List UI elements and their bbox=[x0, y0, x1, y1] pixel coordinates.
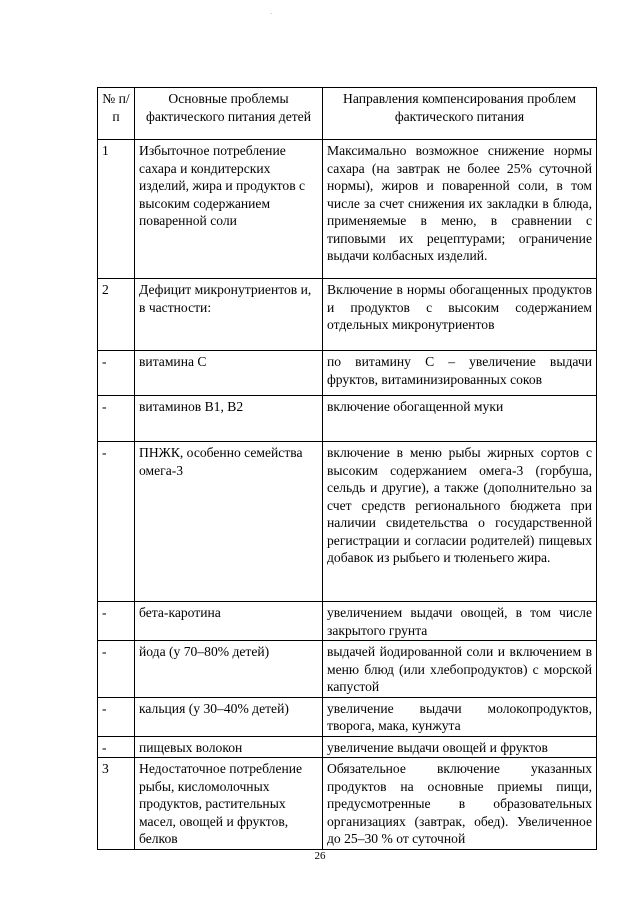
row-direction: увеличение выдачи овощей и фруктов bbox=[323, 736, 597, 758]
row-number: - bbox=[98, 442, 135, 602]
row-number: 3 bbox=[98, 758, 135, 850]
table-row bbox=[98, 758, 597, 850]
row-direction: выдачей йодированной соли и включением в меню блюд (или хлебопродуктов) с морской капустой bbox=[323, 641, 597, 698]
table-row bbox=[98, 602, 597, 641]
row-problem: ПНЖК, особенно семейства омега-3 bbox=[135, 442, 323, 602]
table-row bbox=[98, 442, 597, 602]
table-row bbox=[98, 351, 597, 396]
table-row bbox=[98, 279, 597, 351]
header-problems: Основные проблемы фактического питания детей bbox=[135, 88, 323, 140]
table-row bbox=[98, 736, 597, 758]
row-number: - bbox=[98, 602, 135, 641]
row-direction: увеличением выдачи овощей, в том числе закрытого грунта bbox=[323, 602, 597, 641]
row-direction: по витамину С – увеличение выдачи фруктов, витаминизированных соков bbox=[323, 351, 597, 396]
row-number: - bbox=[98, 736, 135, 758]
header-directions: Направления компенсирования проблем фактического питания bbox=[323, 88, 597, 140]
row-number: 2 bbox=[98, 279, 135, 351]
row-problem: витамина С bbox=[135, 351, 323, 396]
row-problem: витаминов В1, В2 bbox=[135, 396, 323, 442]
row-problem: бета-каротина bbox=[135, 602, 323, 641]
row-number: - bbox=[98, 351, 135, 396]
row-direction: включение обогащенной муки bbox=[323, 396, 597, 442]
row-problem: Дефицит микронутриентов и, в частности: bbox=[135, 279, 323, 351]
row-direction: Включение в нормы обогащенных продуктов и продуктов с высоким содержанием отдельных микронутриентов bbox=[323, 279, 597, 351]
nutrition-problems-table bbox=[97, 87, 597, 850]
table-row bbox=[98, 697, 597, 736]
table-row bbox=[98, 641, 597, 698]
row-direction: включение в меню рыбы жирных сортов с высоким содержанием омега-3 (горбуша, сельдь и другие), а также (дополнительно за счет средств регионального бюджета при наличии свидетельства о государственной регистрации и согласии родителей) пищевых добавок из рыбьего и тюленьего жира. bbox=[323, 442, 597, 602]
table-header-row bbox=[98, 88, 597, 140]
page-number: 26 bbox=[314, 850, 326, 862]
row-number: - bbox=[98, 396, 135, 442]
scan-mark: · bbox=[270, 10, 273, 18]
row-problem: Избыточное потребление сахара и кондитерских изделий, жира и продуктов с высоким содержанием поваренной соли bbox=[135, 140, 323, 279]
header-number: № п/п bbox=[98, 88, 135, 140]
row-number: 1 bbox=[98, 140, 135, 279]
table-body bbox=[98, 140, 597, 850]
table-row bbox=[98, 140, 597, 279]
row-direction: увеличение выдачи молокопродуктов, творога, мака, кунжута bbox=[323, 697, 597, 736]
row-direction: Максимально возможное снижение нормы сахара (на завтрак не более 25% суточной нормы), жиров и поваренной соли, в том числе за счет снижения их закладки в блюда, применяемые в меню, в сравнении с типовыми их рецептурами; ограничение выдачи колбасных изделий. bbox=[323, 140, 597, 279]
row-problem: Недостаточное потребление рыбы, кисломолочных продуктов, растительных масел, овощей и фруктов, белков bbox=[135, 758, 323, 850]
row-problem: йода (у 70–80% детей) bbox=[135, 641, 323, 698]
row-problem: кальция (у 30–40% детей) bbox=[135, 697, 323, 736]
table-row bbox=[98, 396, 597, 442]
row-number: - bbox=[98, 641, 135, 698]
row-number: - bbox=[98, 697, 135, 736]
row-direction: Обязательное включение указанных продуктов на основные приемы пищи, предусмотренные в образовательных организациях (завтрак, обед). Увеличенное до 25–30 % от суточной bbox=[323, 758, 597, 850]
row-problem: пищевых волокон bbox=[135, 736, 323, 758]
